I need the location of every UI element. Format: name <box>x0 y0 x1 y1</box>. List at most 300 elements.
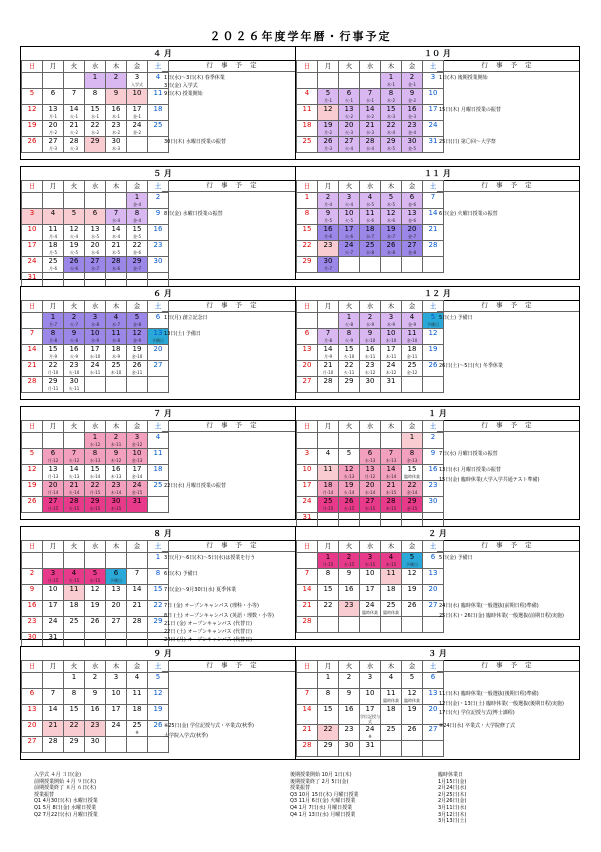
weekday-header: 水 <box>85 61 106 73</box>
day-cell <box>22 553 43 569</box>
day-number: 13 <box>90 225 100 233</box>
day-cell <box>106 241 127 257</box>
day-cell <box>64 465 85 481</box>
month-calendar <box>21 60 169 153</box>
day-cell <box>360 345 381 361</box>
weekday-header: 水 <box>85 421 106 433</box>
day-cell <box>64 105 85 121</box>
day-cell <box>423 569 444 585</box>
day-number: 11 <box>365 209 375 217</box>
day-cell <box>85 585 106 601</box>
weekday-header: 日 <box>22 61 43 73</box>
day-cell <box>297 705 318 725</box>
note-line: Q4 1月 7日(水) 月曜日授業 <box>290 804 353 811</box>
day-cell <box>43 449 64 465</box>
day-cell <box>64 209 85 225</box>
day-number: 12 <box>428 329 438 337</box>
day-cell <box>297 465 318 481</box>
day-number: 17 <box>344 225 354 233</box>
day-cell <box>85 137 106 153</box>
day-cell <box>64 137 85 153</box>
day-note: 月-4 <box>324 202 332 207</box>
day-note: 火-4 <box>345 146 353 151</box>
day-number: 24 <box>365 601 375 609</box>
event-item: 13日(土) 予備日 <box>164 331 201 337</box>
day-number: 31 <box>386 377 396 385</box>
day-number: 16 <box>344 705 354 713</box>
day-note: 火-13 <box>343 474 355 479</box>
weekday-header: 水 <box>360 421 381 433</box>
day-cell <box>64 345 85 361</box>
day-number: 22 <box>344 361 354 369</box>
day-number: 4 <box>71 569 77 577</box>
weekday-header: 月 <box>318 661 339 673</box>
day-number: 8 <box>325 689 331 697</box>
day-cell <box>360 725 381 741</box>
day-note: 火-11 <box>343 370 355 375</box>
day-number: 5 <box>388 193 394 201</box>
day-note: 月-3 <box>49 146 57 151</box>
day-cell <box>339 105 360 121</box>
day-cell <box>318 673 339 689</box>
day-note: 金-12 <box>406 370 418 375</box>
day-cell <box>339 617 360 633</box>
day-cell <box>64 73 85 89</box>
day-cell <box>381 741 402 757</box>
day-cell <box>360 449 381 465</box>
day-note: 予備日 <box>427 322 439 327</box>
day-note: 木-5 <box>112 250 120 255</box>
weekday-header: 木 <box>106 661 127 673</box>
day-cell <box>43 73 64 89</box>
day-number: 29 <box>90 137 100 145</box>
day-number: 23 <box>153 241 163 249</box>
day-number: 12 <box>153 689 163 697</box>
day-number: 28 <box>69 497 79 505</box>
day-cell <box>43 673 64 689</box>
day-note: 木-11 <box>385 354 397 359</box>
day-number: 25 <box>386 725 396 733</box>
day-note: 火-3 <box>345 130 353 135</box>
weekday-header: 金 <box>402 421 423 433</box>
note-line: 後期授業終了 2月 5日(金) <box>290 778 349 785</box>
day-number: 20 <box>90 241 100 249</box>
day-number: 18 <box>69 601 79 609</box>
day-number: 22 <box>69 721 79 729</box>
day-cell <box>22 345 43 361</box>
day-cell <box>360 137 381 153</box>
day-cell <box>402 225 423 241</box>
day-number: 14 <box>27 345 37 353</box>
day-cell <box>402 89 423 105</box>
day-cell <box>127 241 148 257</box>
day-note: 火-14 <box>68 490 80 495</box>
day-number: 13 <box>153 329 163 337</box>
day-cell <box>423 345 444 361</box>
day-number: 29 <box>407 497 417 505</box>
day-cell <box>381 725 402 741</box>
day-number: 10 <box>111 689 121 697</box>
day-number: 18 <box>111 345 121 353</box>
day-number: 1 <box>409 433 415 441</box>
weekday-header: 月 <box>43 301 64 313</box>
day-number: 28 <box>132 617 142 625</box>
day-number: 12 <box>323 105 333 113</box>
day-cell <box>127 257 148 273</box>
weekday-header: 火 <box>339 61 360 73</box>
day-cell <box>360 225 381 241</box>
day-number: 24 <box>365 725 375 733</box>
day-cell <box>127 209 148 225</box>
day-note: 水-5 <box>366 202 374 207</box>
day-number: 24 <box>302 497 312 505</box>
day-note: 木-2 <box>112 130 120 135</box>
day-cell <box>85 193 106 209</box>
day-cell <box>339 689 360 705</box>
day-number: 21 <box>302 601 312 609</box>
day-cell <box>297 345 318 361</box>
day-note: 木-1 <box>387 82 395 87</box>
day-number: 31 <box>428 137 438 145</box>
weekday-header: 金 <box>127 661 148 673</box>
day-note: 火-7 <box>345 250 353 255</box>
day-number: 23 <box>111 481 121 489</box>
day-cell <box>402 601 423 617</box>
day-cell <box>106 553 127 569</box>
day-cell <box>106 601 127 617</box>
day-number: 26 <box>407 601 417 609</box>
day-number: 4 <box>304 89 310 97</box>
day-cell <box>127 569 148 585</box>
day-cell <box>318 601 339 617</box>
weekday-header: 水 <box>85 301 106 313</box>
day-cell <box>318 137 339 153</box>
month-label: ２ 月 <box>296 527 579 541</box>
day-number: 21 <box>132 601 142 609</box>
day-note: 月-15 <box>322 562 334 567</box>
day-number: 13 <box>365 465 375 473</box>
day-cell <box>22 377 43 393</box>
day-note: 月-9 <box>324 354 332 359</box>
day-note: 金-10 <box>131 354 143 359</box>
day-note: 金-13 <box>406 458 418 463</box>
day-number: 2 <box>92 673 98 681</box>
day-note: 水-11 <box>364 354 376 359</box>
day-cell <box>297 673 318 689</box>
day-cell <box>106 497 127 513</box>
day-number: 9 <box>367 329 373 337</box>
day-note: 水-7 <box>91 266 99 271</box>
day-cell <box>318 433 339 449</box>
day-number: 15 <box>386 105 396 113</box>
day-cell <box>381 481 402 497</box>
day-cell <box>43 689 64 705</box>
day-note: 木-15 <box>385 562 397 567</box>
day-cell <box>127 89 148 105</box>
day-number: 10 <box>365 689 375 697</box>
day-cell <box>318 345 339 361</box>
day-note: 木-1 <box>112 114 120 119</box>
day-cell <box>381 361 402 377</box>
day-number: 8 <box>325 569 331 577</box>
day-cell <box>22 721 43 737</box>
event-item: 25日(木)・26日(金) 臨時休業(一般選抜(前期日程)実施) <box>439 612 564 619</box>
day-note: ※ <box>368 734 372 739</box>
day-cell <box>402 193 423 209</box>
day-cell <box>402 377 423 393</box>
day-number: 26 <box>90 617 100 625</box>
events-header: 行 事 予 定 <box>437 60 579 72</box>
day-note: 月-15 <box>47 578 59 583</box>
day-note: 月-14 <box>47 490 59 495</box>
day-note: 木-5 <box>387 146 395 151</box>
day-cell <box>43 329 64 345</box>
day-cell <box>297 449 318 465</box>
day-cell <box>148 673 169 689</box>
weekday-header: 日 <box>22 661 43 673</box>
day-note: 木-4 <box>112 234 120 239</box>
day-number: 25 <box>365 241 375 249</box>
day-number: 26 <box>27 497 37 505</box>
day-cell <box>22 225 43 241</box>
event-item: 21日 (金) オープンキャンパス (代替日) <box>164 620 253 627</box>
day-cell <box>381 377 402 393</box>
day-number: 27 <box>407 241 417 249</box>
day-cell <box>85 121 106 137</box>
events-header: 行 事 予 定 <box>162 540 304 552</box>
day-cell <box>381 673 402 689</box>
event-item: 22日 (土) オープンキャンパス (代替日) <box>164 628 253 635</box>
day-cell <box>339 465 360 481</box>
note-line: 後期授業開始 10月 1日(木) <box>290 772 352 778</box>
day-note: 水-14 <box>364 490 376 495</box>
day-cell <box>22 73 43 89</box>
day-note: 月-1 <box>49 114 57 119</box>
weekday-header: 金 <box>127 301 148 313</box>
day-cell <box>127 313 148 329</box>
day-cell <box>297 361 318 377</box>
day-number: 15 <box>323 705 333 713</box>
day-note: 金-12 <box>131 442 143 447</box>
day-number: 19 <box>69 241 79 249</box>
day-cell <box>360 617 381 633</box>
day-cell <box>85 377 106 393</box>
day-note: 月-6 <box>49 266 57 271</box>
weekday-header: 土 <box>148 421 169 433</box>
day-number: 7 <box>134 569 140 577</box>
day-cell <box>85 705 106 721</box>
notes-holidays <box>438 772 466 825</box>
weekday-header: 木 <box>381 181 402 193</box>
day-note: 金-4 <box>133 202 141 207</box>
day-number: 14 <box>323 345 333 353</box>
month-calendar <box>21 300 169 393</box>
day-cell <box>127 497 148 513</box>
day-cell <box>127 105 148 121</box>
day-note: 水-12 <box>364 370 376 375</box>
note-line: 2月26日(金) <box>438 798 467 805</box>
day-number: 19 <box>90 601 100 609</box>
weekday-header: 水 <box>360 301 381 313</box>
weekday-header: 月 <box>43 61 64 73</box>
month-calendar <box>296 60 444 153</box>
day-cell <box>339 257 360 273</box>
day-cell <box>22 329 43 345</box>
day-note: 木-8 <box>112 338 120 343</box>
day-number: 8 <box>50 329 56 337</box>
day-number: 1 <box>325 673 331 681</box>
day-number: 12 <box>407 569 417 577</box>
day-cell <box>360 257 381 273</box>
day-cell <box>64 689 85 705</box>
day-number: 17 <box>302 481 312 489</box>
day-cell <box>318 569 339 585</box>
day-number: 18 <box>302 121 312 129</box>
day-cell <box>64 361 85 377</box>
weekday-header: 金 <box>127 181 148 193</box>
day-number: 9 <box>325 209 331 217</box>
month-block <box>20 46 305 160</box>
day-cell <box>22 673 43 689</box>
day-cell <box>339 705 360 725</box>
day-note: 金-7 <box>133 266 141 271</box>
day-cell <box>297 89 318 105</box>
day-cell <box>297 617 318 633</box>
day-cell <box>297 601 318 617</box>
day-note: 火-15 <box>68 578 80 583</box>
day-number: 28 <box>386 497 396 505</box>
day-cell <box>85 361 106 377</box>
day-number: 11 <box>386 689 396 697</box>
day-cell <box>339 225 360 241</box>
day-number: 17 <box>111 705 121 713</box>
day-number: 17 <box>386 345 396 353</box>
day-note: 水-15 <box>89 506 101 511</box>
events-header: 行 事 予 定 <box>162 660 304 672</box>
day-cell <box>64 673 85 689</box>
day-number: 7 <box>71 449 77 457</box>
day-cell <box>22 89 43 105</box>
day-cell <box>381 105 402 121</box>
day-number: 28 <box>302 617 312 625</box>
day-note: 火-1 <box>70 114 78 119</box>
day-number: 14 <box>302 585 312 593</box>
day-cell <box>402 465 423 481</box>
day-cell <box>318 481 339 497</box>
day-cell <box>106 105 127 121</box>
day-cell <box>127 553 148 569</box>
day-cell <box>318 689 339 705</box>
day-cell <box>402 73 423 89</box>
day-cell <box>43 465 64 481</box>
day-number: 9 <box>113 89 119 97</box>
day-cell <box>106 737 127 753</box>
events-header: 行 事 予 定 <box>162 420 304 432</box>
day-cell <box>85 209 106 225</box>
day-cell <box>318 497 339 513</box>
day-number: 16 <box>365 345 375 353</box>
day-cell <box>402 689 423 705</box>
day-number: 17 <box>27 241 37 249</box>
day-cell <box>22 105 43 121</box>
day-cell <box>127 225 148 241</box>
month-block <box>295 526 580 640</box>
day-cell <box>85 569 106 585</box>
day-note: 水-2 <box>366 114 374 119</box>
day-note: 木-4 <box>387 130 395 135</box>
day-cell <box>106 361 127 377</box>
day-cell <box>85 225 106 241</box>
day-cell <box>106 689 127 705</box>
day-number: 1 <box>50 313 56 321</box>
day-note: 水-4 <box>366 146 374 151</box>
day-number: 21 <box>111 241 121 249</box>
day-number: 6 <box>113 569 119 577</box>
day-number: 8 <box>409 449 415 457</box>
day-cell <box>360 497 381 513</box>
day-note: 木-6 <box>112 266 120 271</box>
day-cell <box>85 673 106 689</box>
day-number: 10 <box>90 329 100 337</box>
day-cell <box>85 689 106 705</box>
day-cell <box>381 497 402 513</box>
day-cell <box>127 121 148 137</box>
event-item: 24日(水) 臨時休業(一般選抜(前期日程)準備) <box>439 603 539 609</box>
month-calendar <box>21 180 169 289</box>
day-number: 10 <box>365 569 375 577</box>
note-line: 2月25日(木) <box>438 791 467 798</box>
day-cell <box>85 433 106 449</box>
day-cell <box>106 225 127 241</box>
event-item: 7日 (金) オープンキャンパス (理科・小等) <box>164 603 259 609</box>
day-number: 4 <box>367 193 373 201</box>
day-note: 水-12 <box>89 442 101 447</box>
day-note: 金-8 <box>408 250 416 255</box>
day-number: 20 <box>48 481 58 489</box>
day-number: 22 <box>386 121 396 129</box>
day-number: 20 <box>365 481 375 489</box>
events-header: 行 事 予 定 <box>162 60 304 72</box>
event-item: 9日(木) 授業開始 <box>164 91 203 97</box>
day-cell <box>127 193 148 209</box>
day-note: 木-6 <box>387 218 395 223</box>
day-cell <box>318 193 339 209</box>
day-number: 11 <box>111 329 121 337</box>
note-line: Q1 5月 8日(金) 水曜日授業 <box>34 804 97 811</box>
day-number: 28 <box>302 741 312 749</box>
event-item: 1日(水)～3日(木) 春季休業 <box>164 75 225 81</box>
day-note: 木-14 <box>110 490 122 495</box>
events-header: 行 事 予 定 <box>437 420 579 432</box>
day-number: 11 <box>386 569 396 577</box>
day-number: 8 <box>92 449 98 457</box>
day-cell <box>43 241 64 257</box>
day-number: 28 <box>111 257 121 265</box>
day-note: 木-7 <box>387 234 395 239</box>
day-cell <box>402 497 423 513</box>
day-cell <box>381 73 402 89</box>
day-cell <box>43 481 64 497</box>
day-number: 27 <box>344 137 354 145</box>
day-cell <box>148 225 169 241</box>
day-cell <box>381 313 402 329</box>
event-item: 7日(水) 月曜日授業の振替 <box>439 451 498 457</box>
day-cell <box>85 601 106 617</box>
day-number: 13 <box>111 585 121 593</box>
day-cell <box>22 585 43 601</box>
day-number: 6 <box>409 193 415 201</box>
day-number: 6 <box>50 89 56 97</box>
